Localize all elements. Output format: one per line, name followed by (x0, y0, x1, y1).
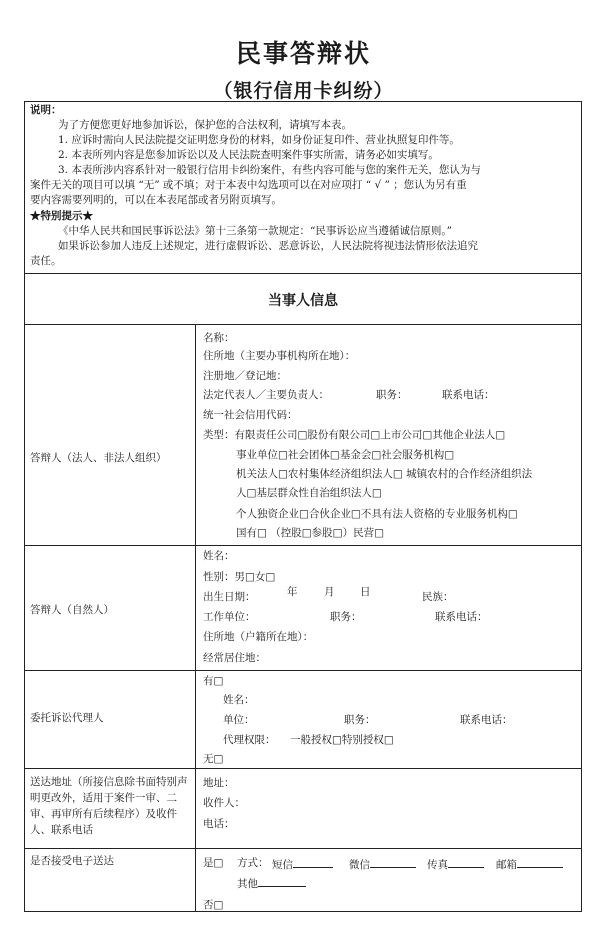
agent-label: 委托诉讼代理人 (30, 712, 104, 724)
org-type-options[interactable]: 事业单位□社会团体□基金会□社会服务机构□ (236, 449, 455, 461)
row-divider-person (24, 670, 582, 671)
notes-line: 1. 应诉时需向人民法院提交证明您身份的材料，如身份证复印件、营业执照复印件等。 (58, 134, 460, 146)
org-type-options[interactable]: 人□基层群众性自治组织法人□ (236, 487, 382, 499)
notes-heading: 说明： (30, 104, 62, 116)
service-address-field[interactable]: 地址： (203, 777, 235, 789)
sms-option[interactable]: 短信 (272, 856, 333, 872)
agent-yes-checkbox[interactable]: 有□ (203, 675, 224, 687)
birth-year-label: 年 (287, 586, 298, 598)
row-divider-service (24, 848, 582, 849)
agent-authority-options[interactable]: 一般授权□特别授权□ (290, 734, 394, 746)
org-respondent-label: 答辩人（法人、非法人组织） (30, 452, 167, 464)
person-position-field[interactable]: 职务： (330, 611, 362, 623)
special-notice-line: 《中华人民共和国民事诉讼法》第十三条第一款规定：“民事诉讼应当遵循诚信原则。” (58, 225, 452, 237)
row-divider-org (24, 545, 582, 546)
row-divider-section (24, 324, 582, 325)
other-option[interactable]: 其他 (237, 875, 306, 891)
agent-unit-field[interactable]: 单位： (223, 714, 255, 726)
birth-day-label: 日 (360, 586, 371, 598)
person-phone-field[interactable]: 联系电话： (435, 611, 488, 623)
document-subtitle: （银行信用卡纠纷） (213, 80, 394, 102)
wechat-option[interactable]: 微信 (349, 856, 416, 872)
service-phone-field[interactable]: 电话： (203, 818, 235, 830)
notes-line: 为了方便您更好地参加诉讼，保护您的合法权利，请填写本表。 (58, 119, 352, 131)
org-reg-address-field[interactable]: 注册地／登记地： (203, 370, 287, 382)
org-legal-rep-field[interactable]: 法定代表人／主要负责人： (203, 389, 329, 401)
org-name-field[interactable]: 名称： (203, 332, 235, 344)
agent-phone-field[interactable]: 联系电话： (460, 714, 513, 726)
section-title: 当事人信息 (268, 293, 338, 309)
org-address-field[interactable]: 住所地（主要办事机构所在地）： (203, 350, 356, 362)
person-name-field[interactable]: 姓名： (203, 550, 235, 562)
row-divider-notes (24, 273, 582, 274)
special-notice-line: 责任。 (30, 255, 62, 267)
e-service-yes-checkbox[interactable]: 是□ (203, 857, 224, 869)
service-address-label: 送达地址（所接信息除书面特别声明更改外，适用于案件一审、二审、再审所有后续程序）及收件人、联系电话 (30, 776, 188, 836)
person-respondent-label: 答辩人（自然人） (30, 604, 114, 616)
agent-name-field[interactable]: 姓名： (223, 694, 255, 706)
agent-authority-label: 代理权限： (223, 734, 276, 746)
person-employer-field[interactable]: 工作单位： (203, 611, 256, 623)
special-notice-line: 如果诉讼参加人违反上述规定，进行虚假诉讼、恶意诉讼，人民法院将视违法情形依法追究 (58, 240, 478, 252)
notes-line: 案件无关的项目可以填 “无” 或不填；对于本表中勾选项可以在对应项打 “ √ ” ；您认为另有重 (30, 179, 467, 191)
person-residence-field[interactable]: 经常居住地： (203, 652, 266, 664)
org-type-options[interactable]: 类型：有限责任公司□股份有限公司□上市公司□其他企业法人□ (203, 429, 506, 441)
person-ethnicity-field[interactable]: 民族： (422, 591, 454, 603)
e-service-label: 是否接受电子送达 (30, 855, 114, 867)
person-gender-options[interactable]: 性别：男□女□ (203, 571, 276, 583)
person-domicile-field[interactable]: 住所地（户籍所在地）： (203, 631, 314, 643)
agent-no-checkbox[interactable]: 无□ (203, 753, 224, 765)
org-type-options[interactable]: 个人独资企业□合伙企业□不具有法人资格的专业服务机构□ (236, 508, 518, 520)
birth-month-label: 月 (324, 586, 335, 598)
fax-option[interactable]: 传真 (427, 856, 484, 872)
org-type-options[interactable]: 机关法人□农村集体经济组织法人□ 城镇农村的合作经济组织法 (236, 468, 533, 480)
special-notice-heading: ★特别提示★ (30, 210, 93, 222)
email-option[interactable]: 邮箱 (496, 856, 563, 872)
org-position-field[interactable]: 职务： (376, 389, 408, 401)
notes-line: 2. 本表所列内容是您参加诉讼以及人民法院查明案件事实所需，请务必如实填写。 (58, 149, 439, 161)
e-service-method-label: 方式： (237, 857, 269, 869)
org-credit-code-field[interactable]: 统一社会信用代码： (203, 409, 298, 421)
org-type-options[interactable]: 国有□ （控股□参股□）民营□ (236, 527, 385, 539)
service-recipient-field[interactable]: 收件人： (203, 797, 245, 809)
notes-line: 要内容需要列明的，可以在本表尾部或者另附页填写。 (30, 194, 282, 206)
person-birth-field[interactable]: 出生日期： (203, 591, 256, 603)
agent-position-field[interactable]: 职务： (344, 714, 376, 726)
e-service-no-checkbox[interactable]: 否□ (203, 899, 224, 911)
document-title: 民事答辩状 (235, 39, 371, 68)
org-phone-field[interactable]: 联系电话： (442, 389, 495, 401)
row-divider-agent (24, 768, 582, 769)
notes-line: 3. 本表所涉内容系针对一般银行信用卡纠纷案件，有些内容可能与您的案件无关，您认为与 (58, 164, 481, 176)
column-divider (195, 324, 196, 912)
